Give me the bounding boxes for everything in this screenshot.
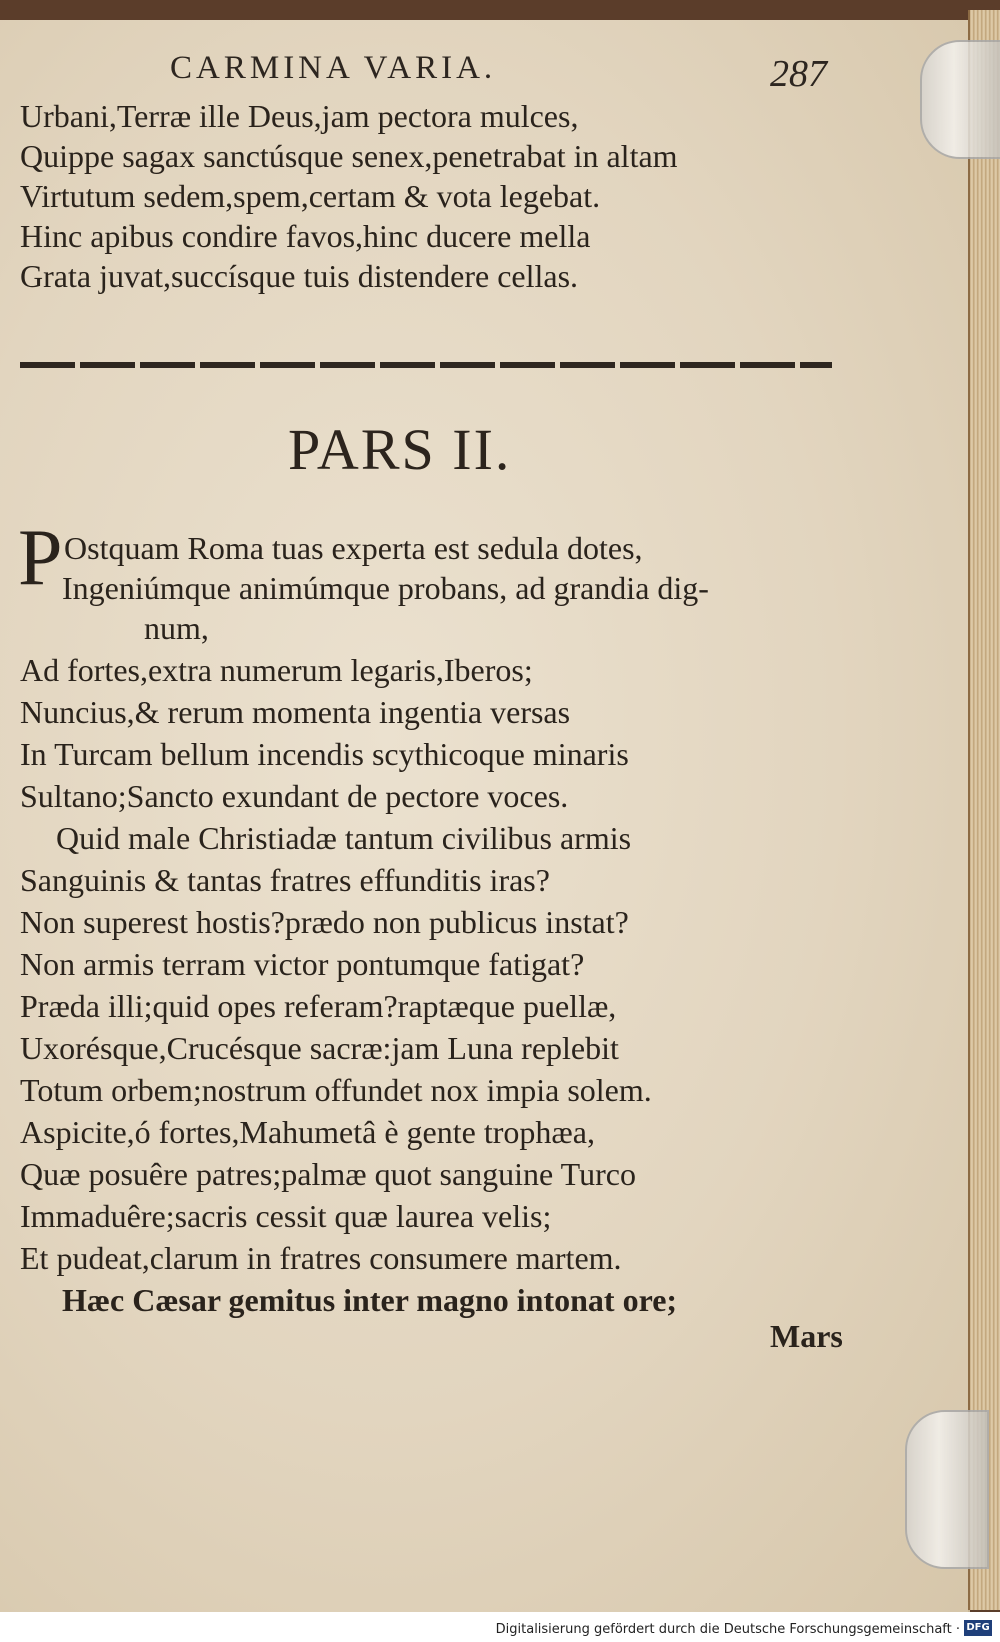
verse-line: Hinc apibus condire favos,hinc ducere mella (20, 218, 591, 254)
section-divider (20, 362, 832, 368)
catchword: Mars (770, 1318, 843, 1354)
verse-line: Sanguinis & tantas fratres effunditis iras? (20, 862, 550, 898)
verse-line: Ostquam Roma tuas experta est sedula dotes, (64, 530, 643, 566)
funding-credit: Digitalisierung gefördert durch die Deutsche Forschungsgemeinschaft · (495, 1622, 960, 1637)
clip-top (920, 40, 1000, 159)
verse-line: Quippe sagax sanctúsque senex,penetrabat in altam (20, 138, 678, 174)
verse-line: num, (144, 610, 209, 646)
drop-capital: P (18, 514, 63, 602)
verse-line: Quid male Christiadæ tantum civilibus armis (56, 820, 632, 856)
verse-line: Ad fortes,extra numerum legaris,Iberos; (20, 652, 533, 688)
verse-line: Immaduêre;sacris cessit quæ laurea velis; (20, 1198, 552, 1234)
page-number: 287 (770, 53, 827, 95)
verse-line: Non armis terram victor pontumque fatigat? (20, 946, 585, 982)
verse-line: Nuncius,& rerum momenta ingentia versas (20, 694, 571, 730)
verse-line: Non superest hostis?prædo non publicus instat? (20, 904, 629, 940)
verse-line: Sultano;Sancto exundant de pectore voces. (20, 778, 569, 814)
part-title: PARS II. (288, 417, 512, 482)
verse-line: Uxorésque,Crucésque sacræ:jam Luna replebit (20, 1030, 619, 1066)
book-fore-edge (968, 10, 1000, 1610)
verse-line: Quæ posuêre patres;palmæ quot sanguine Turco (20, 1156, 636, 1192)
verse-line: In Turcam bellum incendis scythicoque minaris (20, 736, 629, 772)
verse-line: Hæc Cæsar gemitus inter magno intonat ore; (62, 1282, 678, 1318)
verse-line: Et pudeat,clarum in fratres consumere martem. (20, 1240, 622, 1276)
running-head: CARMINA VARIA. (170, 50, 497, 86)
clip-bottom (905, 1410, 989, 1569)
verse-line: Urbani,Terræ ille Deus,jam pectora mulces, (20, 98, 579, 134)
verse-line: Totum orbem;nostrum offundet nox impia solem. (20, 1072, 652, 1108)
verse-line: Virtutum sedem,spem,certam & vota legebat. (20, 178, 601, 214)
verse-line: Ingeniúmque animúmque probans, ad grandia dig- (62, 570, 709, 606)
verse-line: Grata juvat,succísque tuis distendere cellas. (20, 258, 579, 294)
verse-line: Aspicite,ó fortes,Mahumetâ è gente trophæa, (20, 1114, 595, 1150)
verse-line: Præda illi;quid opes referam?raptæque puellæ, (20, 988, 617, 1024)
dfg-logo: DFG (964, 1620, 992, 1636)
